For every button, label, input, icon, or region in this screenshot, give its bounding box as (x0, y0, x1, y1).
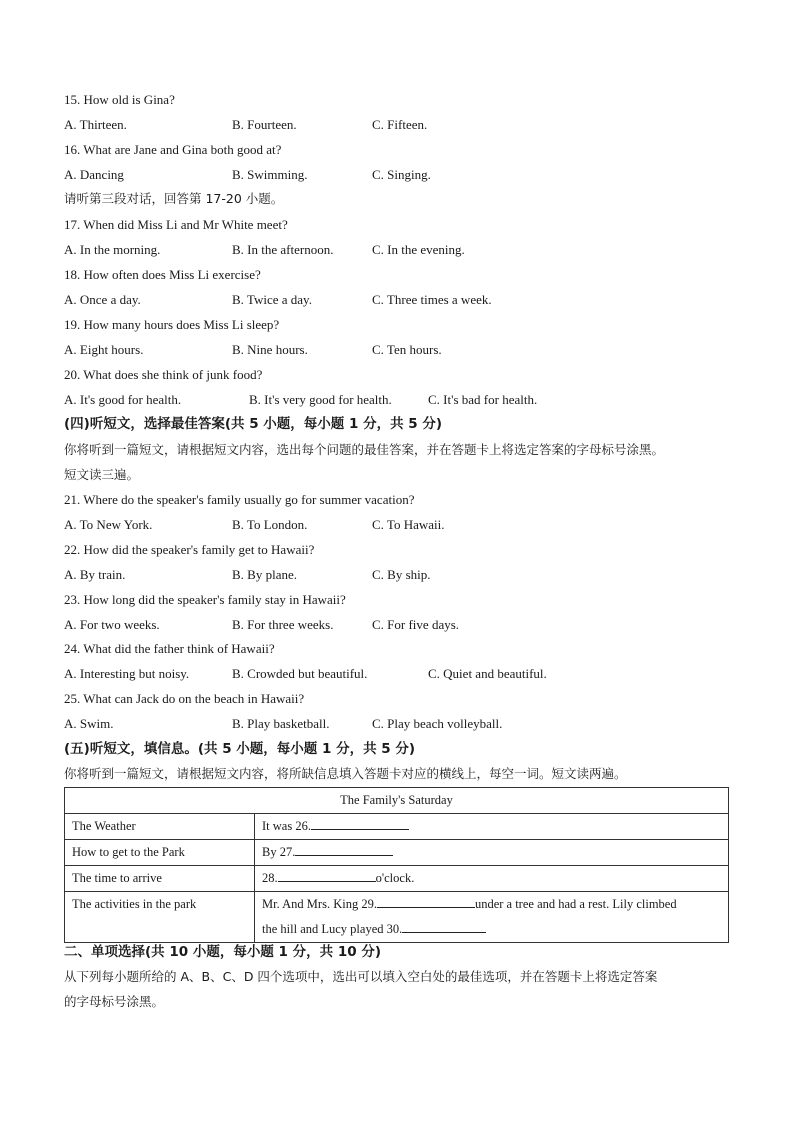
option-c: C. Three times a week. (372, 292, 492, 307)
option-c: C. It's bad for health. (428, 392, 538, 407)
option-a: A. Swim. (64, 716, 114, 731)
option-b: B. In the afternoon. (232, 242, 334, 257)
part4-instruction-cont: 短文读三遍。 (64, 467, 140, 482)
option-a: A. For two weeks. (64, 617, 160, 632)
options-25 (64, 715, 744, 733)
table-header-row (65, 788, 729, 814)
question-25: 25. What can Jack do on the beach in Hawaii? (64, 691, 305, 706)
option-c: C. Quiet and beautiful. (428, 666, 547, 681)
option-c: C. For five days. (372, 617, 460, 632)
option-a: A. To New York. (64, 517, 153, 532)
option-a: A. Thirteen. (64, 117, 127, 132)
answer-28-suffix: o'clock. (375, 871, 415, 885)
row-label: The Weather (65, 814, 255, 840)
option-b: B. Swimming. (232, 167, 308, 182)
options-17 (64, 241, 744, 259)
question-17: 17. When did Miss Li and Mr White meet? (64, 217, 288, 232)
option-a: A. Dancing (64, 167, 124, 182)
options-24 (64, 665, 744, 683)
options-15 (64, 116, 744, 134)
option-c: C. Ten hours. (372, 342, 442, 357)
answer-blank-30[interactable] (402, 919, 486, 933)
answer-blank-29[interactable] (377, 894, 475, 908)
option-a: A. Interesting but noisy. (64, 666, 190, 681)
info-table (64, 787, 729, 943)
part-two-heading: 二、单项选择(共 10 小题，每小题 1 分，共 10 分) (64, 944, 382, 960)
answer-blank-27[interactable] (295, 842, 393, 856)
row-label: How to get to the Park (65, 840, 255, 866)
table-row (65, 892, 729, 943)
options-20 (64, 391, 744, 409)
option-b: B. Nine hours. (232, 342, 308, 357)
option-b: B. For three weeks. (232, 617, 334, 632)
option-a: A. In the morning. (64, 242, 161, 257)
row-value (255, 866, 729, 892)
question-23: 23. How long did the speaker's family stay in Hawaii? (64, 592, 346, 607)
table-row (65, 814, 729, 840)
option-c: C. In the evening. (372, 242, 465, 257)
options-23 (64, 616, 744, 634)
answer-29-text: Mr. And Mrs. King 29. (262, 897, 377, 911)
row-value (255, 840, 729, 866)
option-b: B. Fourteen. (232, 117, 297, 132)
table-row (65, 840, 729, 866)
question-22: 22. How did the speaker's family get to Hawaii? (64, 542, 315, 557)
row-value (255, 814, 729, 840)
row-value (255, 892, 729, 943)
table-row (65, 866, 729, 892)
table-title: The Family's Saturday (65, 788, 729, 814)
option-a: A. By train. (64, 567, 126, 582)
options-18 (64, 291, 744, 309)
option-a: A. Once a day. (64, 292, 141, 307)
part5-heading: (五)听短文，填信息。(共 5 小题，每小题 1 分，共 5 分) (64, 741, 416, 757)
part-two-instruction: 从下列每小题所给的 A、B、C、D 四个选项中，选出可以填入空白处的最佳选项，并在答题卡上将选定答案 (64, 969, 658, 984)
answer-27-text: By 27. (262, 845, 296, 859)
answer-blank-26[interactable] (311, 816, 409, 830)
section3-instruction: 请听第三段对话，回答第 17-20 小题。 (64, 191, 284, 206)
option-c: C. By ship. (372, 567, 431, 582)
answer-30-text: the hill and Lucy played 30. (262, 922, 403, 936)
part5-instruction: 你将听到一篇短文，请根据短文内容，将所缺信息填入答题卡对应的横线上，每空一词。短文读两遍。 (64, 766, 627, 781)
question-16: 16. What are Jane and Gina both good at? (64, 142, 282, 157)
question-19: 19. How many hours does Miss Li sleep? (64, 317, 280, 332)
answer-blank-28[interactable] (278, 868, 376, 882)
option-b: B. Twice a day. (232, 292, 312, 307)
option-b: B. Crowded but beautiful. (232, 666, 368, 681)
answer-29-suffix: under a tree and had a rest. Lily climbed (474, 897, 677, 911)
answer-26-text: It was 26. (262, 819, 311, 833)
option-b: B. By plane. (232, 567, 297, 582)
answer-28-text: 28. (262, 871, 278, 885)
question-15: 15. How old is Gina? (64, 92, 175, 107)
option-a: A. Eight hours. (64, 342, 144, 357)
part4-heading: (四)听短文，选择最佳答案(共 5 小题，每小题 1 分，共 5 分) (64, 416, 443, 432)
options-16 (64, 166, 744, 184)
part-two-instruction-cont: 的字母标号涂黑。 (64, 994, 165, 1009)
row-label: The activities in the park (65, 892, 255, 943)
options-19 (64, 341, 744, 359)
question-20: 20. What does she think of junk food? (64, 367, 263, 382)
options-21 (64, 516, 744, 534)
question-18: 18. How often does Miss Li exercise? (64, 267, 261, 282)
option-b: B. To London. (232, 517, 308, 532)
option-c: C. To Hawaii. (372, 517, 445, 532)
question-21: 21. Where do the speaker's family usually go for summer vacation? (64, 492, 415, 507)
option-a: A. It's good for health. (64, 392, 182, 407)
option-b: B. It's very good for health. (249, 392, 392, 407)
part4-instruction: 你将听到一篇短文，请根据短文内容，选出每个问题的最佳答案，并在答题卡上将选定答案的字母标号涂黑。 (64, 442, 665, 457)
row-label: The time to arrive (65, 866, 255, 892)
options-22 (64, 566, 744, 584)
option-c: C. Fifteen. (372, 117, 428, 132)
option-b: B. Play basketball. (232, 716, 330, 731)
option-c: C. Singing. (372, 167, 431, 182)
question-24: 24. What did the father think of Hawaii? (64, 641, 275, 656)
option-c: C. Play beach volleyball. (372, 716, 503, 731)
